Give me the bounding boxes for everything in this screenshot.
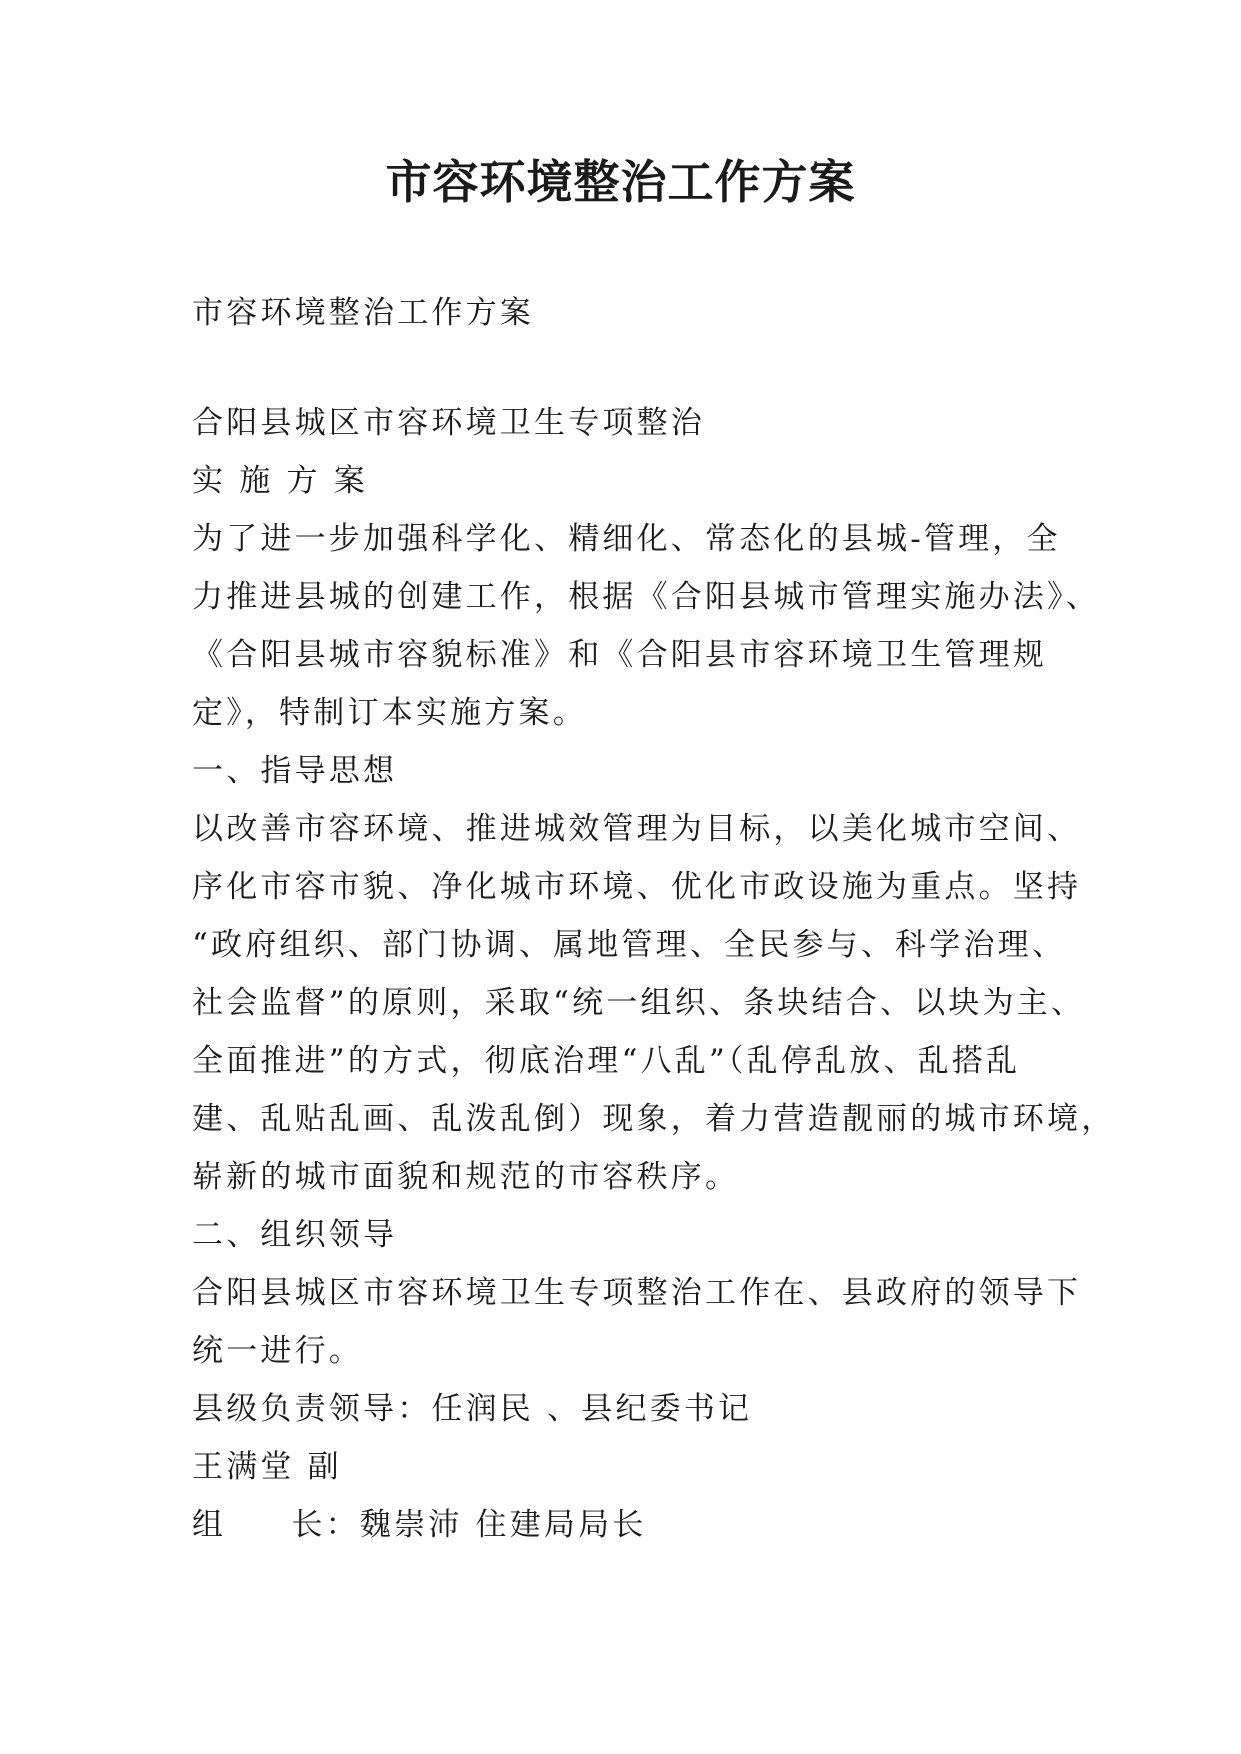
document-title: 市容环境整治工作方案 [385, 155, 856, 209]
document-subtitle: 市容环境整治工作方案 [192, 295, 534, 331]
plan-heading-line: 实 施 方 案 [192, 463, 368, 499]
body-text-line: 为了进一步加强科学化、精细化、常态化的县城-管理，全 [192, 521, 1061, 557]
body-text-line: 建、乱贴乱画、乱泼乱倒）现象，着力营造靓丽的城市环境， [192, 1101, 1116, 1137]
body-text-line: 县级负责领导：任润民 、县纪委书记 [192, 1391, 753, 1427]
body-text-line: 王满堂 副 [192, 1449, 342, 1485]
body-text-line: 《合阳县城市容貌标准》和《合阳县市容环境卫生管理规 [192, 637, 1047, 673]
plan-heading-line: 合阳县城区市容环境卫生专项整治 [192, 405, 705, 441]
body-text-line: 全面推进”的方式，彻底治理“八乱”（乱停乱放、乱搭乱 [192, 1043, 1021, 1079]
body-text-line: 以改善市容环境、推进城效管理为目标，以美化城市空间、 [192, 811, 1082, 847]
body-text-line: 力推进县城的创建工作，根据《合阳县城市管理实施办法》、 [192, 579, 1100, 615]
section-heading: 一、指导思想 [192, 753, 398, 789]
body-text-line: 崭新的城市面貌和规范的市容秩序。 [192, 1159, 740, 1195]
body-text-line: 统一进行。 [192, 1333, 363, 1369]
body-text-line: 序化市容市貌、净化城市环境、优化市政设施为重点。坚持 [192, 869, 1082, 905]
paragraph-gap [192, 342, 1102, 394]
body-text-line: 组 长：魏崇沛 住建局局长 [192, 1507, 647, 1543]
body-text-line: 定》，特制订本实施方案。 [192, 695, 587, 731]
section-heading: 二、组织领导 [192, 1217, 398, 1253]
body-text-line: 社会监督”的原则，采取“统一组织、条块结合、以块为主、 [192, 985, 1086, 1021]
body-text-line: 合阳县城区市容环境卫生专项整治工作在、县政府的领导下 [192, 1275, 1082, 1311]
document-body [192, 284, 1116, 1554]
body-text-line: “政府组织、部门协调、属地管理、全民参与、科学治理、 [192, 927, 1067, 963]
